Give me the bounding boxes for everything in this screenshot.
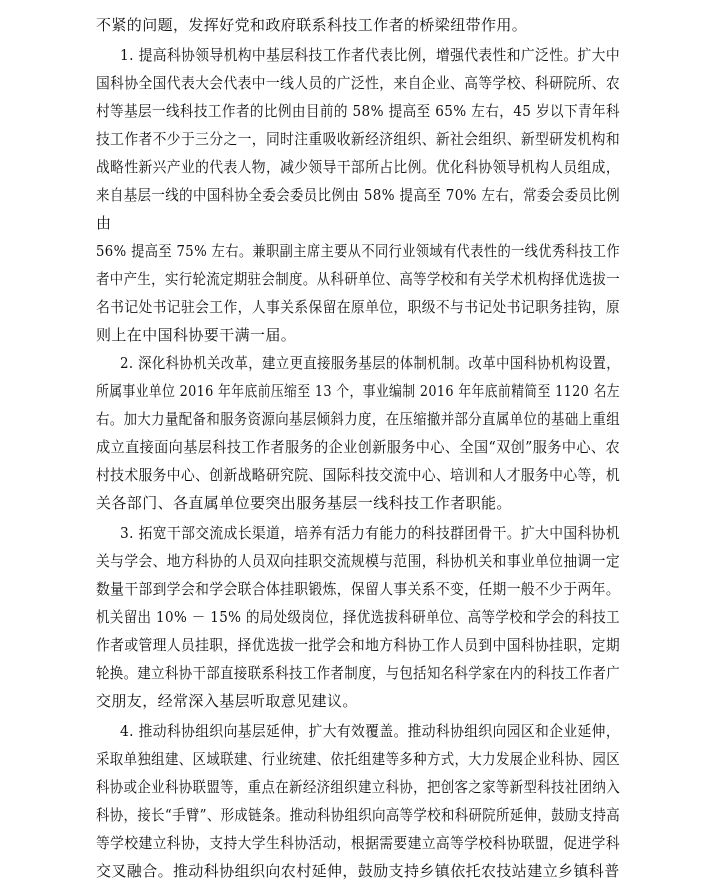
text-line: 者中产生，实行轮流定期驻会制度。从科研单位、高等学校和有关学术机构择优选拔一: [96, 270, 621, 288]
text-line: 右。加大力量配备和服务资源向基层倾斜力度，在压缩撤并部分直属单位的基础上重组: [96, 410, 621, 428]
text-line: 科协，接长“手臂”、形成链条。推动科协组织向高等学校和科研院所延伸，鼓励支持高: [96, 806, 621, 824]
text-line: 村等基层一线科技工作者的比例由目前的 58% 提高至 65% 左右，45 岁以下青年科: [96, 102, 620, 120]
text-line: 技工作者不少于三分之一，同时注重吸收新经济组织、新社会组织、新型研发机构和: [96, 130, 620, 148]
text-line: 机关留出 10% － 15% 的局处级岗位，择优选拔科研单位、高等学校和学会的科技工: [96, 608, 621, 626]
text-line: 不紧的问题，发挥好党和政府联系科技工作者的桥梁纽带作用。: [96, 16, 528, 34]
text-line: 4. 推动科协组织向基层延伸，扩大有效覆盖。推动科协组织向园区和企业延伸，: [120, 722, 620, 740]
text-line: 战略性新兴产业的代表人物，减少领导干部所占比例。优化科协领导机构人员组成，: [96, 158, 620, 176]
text-line: 等学校建立科协，支持大学生科协活动，根据需要建立高等学校科协联盟，促进学科: [96, 834, 620, 852]
text-line: 交叉融合。推动科协组织向农村延伸，鼓励支持乡镇依托农技站建立乡镇科普: [96, 862, 620, 880]
text-line: 村技术服务中心、创新战略研究院、国际科技交流中心、培训和人才服务中心等，机: [96, 466, 620, 484]
text-line: 成立直接面向基层科技工作者服务的企业创新服务中心、全国“双创”服务中心、农: [96, 438, 620, 456]
text-line: 作者或管理人员挂职，择优选拔一批学会和地方科协工作人员到中国科协挂职，定期: [96, 636, 620, 654]
text-line: 3. 拓宽干部交流成长渠道，培养有活力有能力的科技群团骨干。扩大中国科协机: [120, 524, 620, 542]
text-line: 轮换。建立科协干部直接联系科技工作者制度，与包括知名科学家在内的科技工作者广: [96, 664, 621, 682]
text-line: 56% 提高至 75% 左右。兼职副主席主要从不同行业领域有代表性的一线优秀科技工作: [96, 242, 620, 260]
text-line: 关与学会、地方科协的人员双向挂职交流规模与范围，科协机关和事业单位抽调一定: [96, 552, 620, 570]
text-line: 关各部门、各直属单位要突出服务基层一线科技工作者职能。: [96, 494, 512, 512]
text-line: 由: [96, 214, 112, 232]
text-line: 2. 深化科协机关改革，建立更直接服务基层的体制机制。改革中国科协机构设置，: [120, 354, 621, 372]
text-line: 则上在中国科协要干满一届。: [96, 326, 297, 344]
text-line: 国科协全国代表大会代表中一线人员的广泛性，来自企业、高等学校、科研院所、农: [96, 74, 620, 92]
text-line: 名书记处书记驻会工作，人事关系保留在原单位，职级不与书记处书记职务挂钩，原: [96, 298, 620, 316]
text-line: 来自基层一线的中国科协全委会委员比例由 58% 提高至 70% 左右，常委会委员比例: [96, 186, 621, 204]
text-line: 交朋友，经常深入基层听取意见建议。: [96, 692, 358, 710]
text-line: 1. 提高科协领导机构中基层科技工作者代表比例，增强代表性和广泛性。扩大中: [120, 46, 620, 64]
text-line: 数量干部到学会和学会联合体挂职锻炼，保留人事关系不变，任期一般不少于两年。: [96, 580, 620, 598]
text-line: 所属事业单位 2016 年年底前压缩至 13 个，事业编制 2016 年年底前精简至 1120 名左: [96, 382, 620, 400]
text-line: 采取单独组建、区域联建、行业统建、依托组建等多种方式，大力发展企业科协、园区: [96, 750, 621, 768]
text-line: 科协或企业科协联盟等，重点在新经济组织建立科协，把创客之家等新型科技社团纳入: [96, 778, 621, 796]
